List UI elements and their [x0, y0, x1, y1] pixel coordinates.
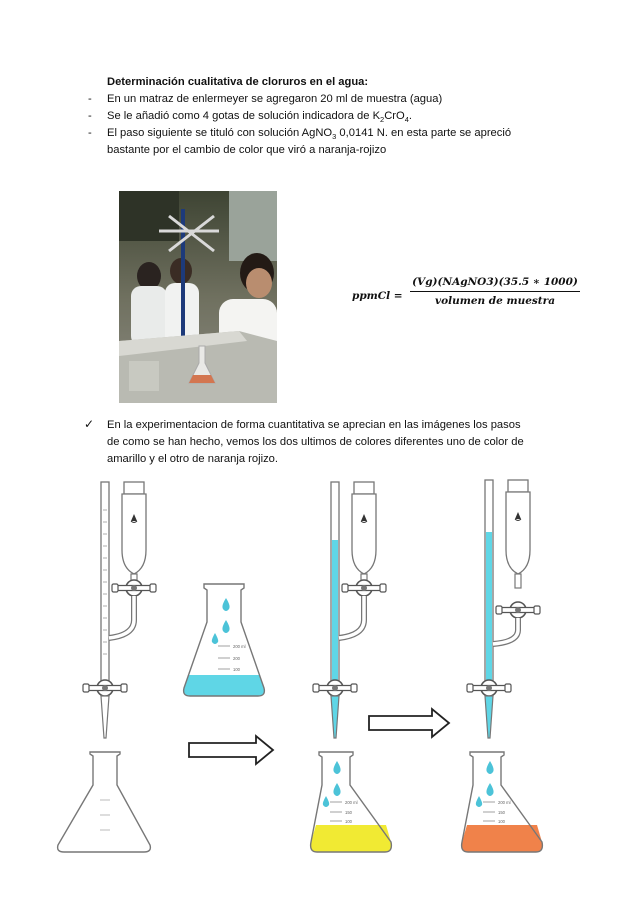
list-bullet: - [88, 110, 92, 122]
formula-lhs: ppmCl = [352, 290, 403, 302]
formula-numerator: (Vg)(NAgNO3)(35.5 ∗ 1000) [410, 276, 580, 292]
flask-icon [311, 752, 392, 852]
burette-icon [83, 482, 156, 738]
paragraph-line: de como se han hecho, vemos los dos ultimos de colores diferentes uno de color de [107, 436, 524, 448]
flask-icon [184, 584, 265, 696]
flask-mark: 150 [345, 810, 352, 815]
flask-mark: 150 [498, 810, 505, 815]
flask-mark: 100 [498, 819, 505, 824]
lab-photo-illustration [119, 191, 277, 403]
titration-steps-illustration [0, 470, 638, 870]
list-item-text: El paso siguiente se tituló con solución AgNO$_3$ 0,0141 N. en esta parte se apreció [107, 127, 512, 142]
flask-mark: 200 [233, 656, 240, 661]
list-bullet: - [88, 127, 92, 139]
flask-mark: 200 ml [233, 644, 246, 649]
flask-icon [462, 752, 543, 852]
paragraph-line: En la experimentacion de forma cuantitativa se aprecian en las imágenes los pasos [107, 419, 521, 431]
flask-mark: 200 ml [345, 800, 358, 805]
water-drop-icon [476, 761, 494, 807]
section-heading: Determinación cualitativa de cloruros en el agua: [107, 76, 369, 88]
flask-mark: 100 [233, 667, 240, 672]
list-item-text: Se le añadió como 4 gotas de solución indicadora de $K_2CrO_4$. [107, 110, 413, 125]
list-item-text: En un matraz de enlermeyer se agregaron 20 ml de muestra (agua) [107, 93, 443, 105]
check-icon: ✓ [84, 417, 95, 431]
formula-denominator: volumen de muestra [434, 295, 555, 307]
list-item-text-continued: bastante por el cambio de color que viró a naranja-rojizo [107, 144, 387, 156]
formula-fraction [410, 276, 580, 307]
flask-mark: 100 [345, 819, 352, 824]
lab-photo [119, 191, 277, 403]
flask-mark: 200 ml [498, 800, 511, 805]
arrow-right-icon [369, 709, 449, 737]
water-drop-icon [323, 761, 341, 807]
list-bullet: - [88, 93, 92, 105]
burette-icon [467, 480, 540, 738]
flask-icon [58, 752, 151, 852]
paragraph-line: amarillo y el otro de naranja rojizo. [107, 453, 279, 465]
arrow-right-icon [189, 736, 273, 764]
burette-icon [313, 482, 386, 738]
